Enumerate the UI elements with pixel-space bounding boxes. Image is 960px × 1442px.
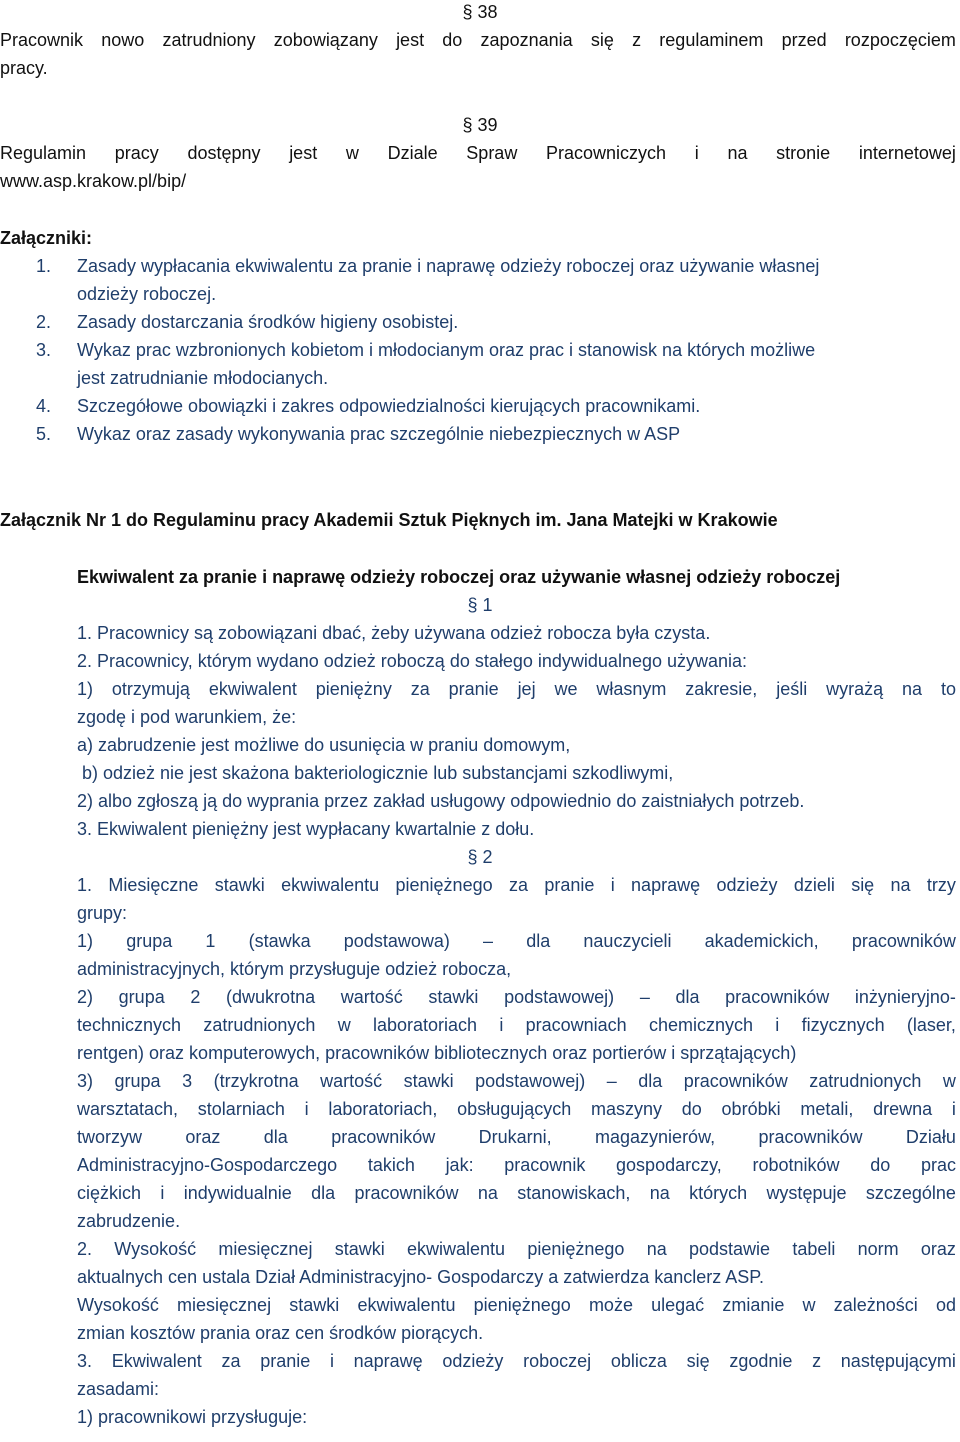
- attachment-item-3-line-2: jest zatrudnianie młodocianych.: [77, 368, 329, 388]
- attachment-number: 2.: [36, 312, 52, 332]
- word: na: [727, 143, 748, 163]
- attachment-number: 3.: [36, 340, 52, 360]
- word: podstawowa): [343, 931, 450, 951]
- body-line: zmian kosztów prania oraz cen środków piorących.: [77, 1323, 484, 1343]
- word: i: [610, 875, 615, 895]
- word: 3.: [77, 1351, 93, 1371]
- word: akademickich,: [704, 931, 819, 951]
- word: 2: [190, 987, 201, 1007]
- word: stawki: [289, 1295, 340, 1315]
- word: i: [694, 143, 699, 163]
- word: trzy: [926, 875, 956, 895]
- word: (dwukrotna: [226, 987, 316, 1007]
- word: za: [508, 875, 528, 895]
- word: podstawowej): [504, 987, 615, 1007]
- body-line: [77, 1067, 956, 1095]
- word: dla: [311, 1183, 336, 1203]
- body-line: zabrudzenie.: [77, 1211, 181, 1231]
- word: pieniężnego: [527, 1239, 625, 1259]
- word: pracy: [114, 143, 159, 163]
- word: to: [940, 679, 956, 699]
- word: laboratoriach,: [328, 1099, 438, 1119]
- section-38-heading: § 38: [462, 2, 498, 22]
- word: 3): [77, 1071, 94, 1091]
- word: grupa: [114, 1071, 161, 1091]
- word: pieniężnego: [473, 1295, 571, 1315]
- word: ekwiwalent: [208, 679, 297, 699]
- word: oraz: [185, 1127, 221, 1147]
- word: naprawę: [353, 1351, 423, 1371]
- word: stawki: [334, 1239, 385, 1259]
- word: jest: [289, 143, 318, 163]
- word: i: [499, 1015, 504, 1035]
- body-line: [77, 1291, 956, 1319]
- word: występuje: [766, 1183, 847, 1203]
- body-line: 2) albo zgłoszą ją do wyprania przez zakład usługowy odpowiednio do zaistniałych potrzeb.: [77, 791, 805, 811]
- word: ciężkich: [77, 1183, 142, 1203]
- word: Dziale: [387, 143, 438, 163]
- word: rozpoczęciem: [844, 30, 956, 50]
- word: Spraw: [466, 143, 518, 163]
- word: laboratoriach: [372, 1015, 478, 1035]
- word: ekwiwalentu: [407, 1239, 506, 1259]
- body-line: [77, 675, 956, 703]
- word: własnym: [596, 679, 667, 699]
- word: miesięcznej: [177, 1295, 272, 1315]
- word: norm: [857, 1239, 899, 1259]
- word: inżynieryjno-: [854, 987, 956, 1007]
- word: stronie: [776, 143, 831, 163]
- para-38-line-2: pracy.: [0, 58, 48, 78]
- word: i: [951, 1099, 956, 1119]
- word: warsztatach,: [77, 1099, 179, 1119]
- word: dostępny: [187, 143, 261, 163]
- word: w: [337, 1015, 351, 1035]
- body-line: 1) pracownikowi przysługuje:: [77, 1407, 308, 1427]
- para-39-line-2: www.asp.krakow.pl/bip/: [0, 171, 187, 191]
- word: roboczej: [523, 1351, 592, 1371]
- word: pracowników: [354, 1183, 459, 1203]
- word: zakresie,: [685, 679, 758, 699]
- word: chemicznych: [648, 1015, 753, 1035]
- word: pracowników: [851, 931, 956, 951]
- word: nauczycieli: [583, 931, 672, 951]
- body-line: [77, 983, 956, 1011]
- word: nowo: [101, 30, 145, 50]
- word: ulegać: [651, 1295, 705, 1315]
- word: stanowiskach,: [517, 1183, 631, 1203]
- word: zależności: [833, 1295, 918, 1315]
- word: maszyny: [591, 1099, 663, 1119]
- word: ekwiwalentu: [281, 875, 380, 895]
- body-line: [77, 1123, 956, 1151]
- word: się: [686, 1351, 710, 1371]
- word: robotników: [752, 1155, 840, 1175]
- word: Wysokość: [114, 1239, 197, 1259]
- body-line: [77, 1151, 956, 1179]
- word: 3: [182, 1071, 193, 1091]
- body-line: [77, 1095, 956, 1123]
- word: wartość: [340, 987, 403, 1007]
- word: pracowniach: [525, 1015, 627, 1035]
- attachment-item-5-line-1: Wykaz oraz zasady wykonywania prac szczególnie niebezpiecznych w ASP: [77, 424, 681, 444]
- word: 1): [77, 679, 94, 699]
- word: od: [935, 1295, 956, 1315]
- word: dla: [263, 1127, 288, 1147]
- word: 1): [77, 931, 94, 951]
- word: pranie: [544, 875, 595, 895]
- word: grupa: [118, 987, 165, 1007]
- body-line: [77, 871, 956, 899]
- annex-title: Załącznik Nr 1 do Regulaminu pracy Akademii Sztuk Pięknych im. Jana Matejki w Krakowie: [0, 510, 778, 530]
- word: z: [812, 1351, 822, 1371]
- word: –: [483, 931, 494, 951]
- word: stolarniach: [197, 1099, 285, 1119]
- word: pranie: [260, 1351, 311, 1371]
- word: dla: [526, 931, 551, 951]
- word: zatrudnionych: [809, 1071, 922, 1091]
- word: –: [639, 987, 650, 1007]
- word: i: [775, 1015, 780, 1035]
- word: pracowników: [331, 1127, 436, 1147]
- word: stawki: [428, 987, 479, 1007]
- word: w: [802, 1295, 816, 1315]
- word: ekwiwalentu: [357, 1295, 456, 1315]
- attachment-number: 4.: [36, 396, 52, 416]
- word: Działu: [905, 1127, 956, 1147]
- word: jest: [396, 30, 425, 50]
- word: 2.: [77, 1239, 93, 1259]
- word: dla: [638, 1071, 663, 1091]
- word: Miesięczne: [108, 875, 199, 895]
- word: pieniężny: [315, 679, 392, 699]
- word: miesięcznej: [218, 1239, 313, 1259]
- word: w: [942, 1071, 956, 1091]
- body-line: rentgen) oraz komputerowych, pracowników bibliotecznych oraz portierów i sprzątających): [77, 1043, 797, 1063]
- word: na: [646, 1239, 667, 1259]
- word: wartość: [320, 1071, 383, 1091]
- word: może: [588, 1295, 633, 1315]
- word: na: [902, 679, 923, 699]
- section-1-heading: § 1: [467, 595, 493, 615]
- word: pracownik: [504, 1155, 586, 1175]
- word: zmianie: [722, 1295, 785, 1315]
- word: Administracyjno-Gospodarczego: [77, 1155, 338, 1175]
- word: naprawę: [631, 875, 701, 895]
- word: Pracowniczych: [546, 143, 667, 163]
- attachment-item-1-line-2: odzieży roboczej.: [77, 284, 217, 304]
- body-line: zgodę i pod warunkiem, że:: [77, 707, 297, 727]
- section-39-heading: § 39: [462, 115, 498, 135]
- attachment-number: 1.: [36, 256, 52, 276]
- word: za: [221, 1351, 241, 1371]
- word: stawki: [214, 875, 265, 895]
- word: następującymi: [840, 1351, 956, 1371]
- attachment-item-1-line-1: Zasady wypłacania ekwiwalentu za pranie i naprawę odzieży roboczej oraz używanie własnej: [77, 256, 820, 276]
- word: pracowników: [758, 1127, 863, 1147]
- word: magazynierów,: [595, 1127, 716, 1147]
- word: (trzykrotna: [213, 1071, 299, 1091]
- word: na: [477, 1183, 498, 1203]
- word: we: [554, 679, 578, 699]
- word: fizycznych: [801, 1015, 885, 1035]
- word: podstawowej): [475, 1071, 586, 1091]
- annex-subtitle: Ekwiwalent za pranie i naprawę odzieży roboczej oraz używanie własnej odzieży roboczej: [77, 567, 841, 587]
- word: odzieży: [716, 875, 778, 895]
- word: i: [160, 1183, 165, 1203]
- word: w: [345, 143, 359, 163]
- body-line: 3. Ekwiwalent pieniężny jest wypłacany kwartalnie z dołu.: [77, 819, 535, 839]
- body-line: zasadami:: [77, 1379, 160, 1399]
- word: dla: [675, 987, 700, 1007]
- body-line: [77, 1179, 956, 1207]
- word: grupa: [126, 931, 173, 951]
- word: drewna: [873, 1099, 933, 1119]
- section-2-heading: § 2: [467, 847, 493, 867]
- word: do: [870, 1155, 891, 1175]
- word: gospodarczy,: [616, 1155, 722, 1175]
- word: Regulamin: [0, 143, 87, 163]
- word: z: [632, 30, 642, 50]
- word: i: [329, 1351, 334, 1371]
- para-39-line-1: [0, 139, 956, 167]
- word: jeśli: [776, 679, 808, 699]
- word: podstawie: [688, 1239, 771, 1259]
- word: technicznych: [77, 1015, 182, 1035]
- word: 1.: [77, 875, 93, 895]
- word: internetowej: [858, 143, 956, 163]
- attachment-number: 5.: [36, 424, 52, 444]
- body-line: grupy:: [77, 903, 128, 923]
- word: pracowników: [725, 987, 830, 1007]
- word: stawki: [403, 1071, 454, 1091]
- word: do: [442, 30, 463, 50]
- body-line: b) odzież nie jest skażona bakteriologicznie lub substancjami szkodliwymi,: [77, 763, 674, 783]
- word: się: [590, 30, 614, 50]
- word: zgodnie: [729, 1351, 793, 1371]
- body-line: 2. Pracownicy, którym wydano odzież roboczą do stałego indywidualnego używania:: [77, 651, 748, 671]
- word: odzieży: [442, 1351, 504, 1371]
- word: oblicza: [610, 1351, 667, 1371]
- body-line: administracyjnych, którym przysługuje odzież robocza,: [77, 959, 512, 979]
- word: metali,: [800, 1099, 854, 1119]
- body-line: [77, 1235, 956, 1263]
- attachments-heading: Załączniki:: [0, 228, 93, 248]
- word: (laser,: [906, 1015, 956, 1035]
- word: jej: [517, 679, 536, 699]
- word: (stawka: [248, 931, 311, 951]
- body-line: [77, 1347, 956, 1375]
- word: Wysokość: [77, 1295, 159, 1315]
- word: zatrudnionych: [203, 1015, 316, 1035]
- word: których: [689, 1183, 748, 1203]
- word: indywidualnie: [183, 1183, 292, 1203]
- word: szczególne: [865, 1183, 956, 1203]
- word: wyrażą: [826, 679, 884, 699]
- word: zapoznania: [480, 30, 573, 50]
- word: jak:: [445, 1155, 474, 1175]
- word: na: [890, 875, 911, 895]
- word: otrzymują: [111, 679, 190, 699]
- word: pracowników: [683, 1071, 788, 1091]
- word: Ekwiwalent: [111, 1351, 202, 1371]
- word: i: [304, 1099, 309, 1119]
- body-line: 1. Pracownicy są zobowiązani dbać, żeby używana odzież robocza była czysta.: [77, 623, 711, 643]
- word: 2): [77, 987, 94, 1007]
- word: Drukarni,: [478, 1127, 552, 1147]
- word: tabeli: [792, 1239, 836, 1259]
- word: na: [649, 1183, 670, 1203]
- word: prac: [920, 1155, 956, 1175]
- word: –: [606, 1071, 617, 1091]
- attachment-item-3-line-1: Wykaz prac wzbronionych kobietom i młodocianym oraz prac i stanowisk na których możliwe: [77, 340, 816, 360]
- body-line: aktualnych cen ustala Dział Administracyjno- Gospodarczy a zatwierdza kanclerz ASP.: [77, 1267, 764, 1287]
- attachment-item-2-line-1: Zasady dostarczania środków higieny osobistej.: [77, 312, 459, 332]
- word: takich: [367, 1155, 415, 1175]
- para-38-line-1: [0, 26, 956, 54]
- body-line: a) zabrudzenie jest możliwe do usunięcia w praniu domowym,: [77, 735, 571, 755]
- word: pranie: [448, 679, 499, 699]
- word: 1: [205, 931, 216, 951]
- word: pieniężnego: [395, 875, 493, 895]
- word: się: [851, 875, 875, 895]
- attachment-item-4-line-1: Szczegółowe obowiązki i zakres odpowiedzialności kierujących pracownikami.: [77, 396, 701, 416]
- word: za: [410, 679, 430, 699]
- word: obsługujących: [457, 1099, 572, 1119]
- body-line: [77, 1011, 956, 1039]
- word: zobowiązany: [273, 30, 378, 50]
- word: oraz: [920, 1239, 956, 1259]
- word: dzieli: [793, 875, 835, 895]
- body-line: [77, 927, 956, 955]
- word: do: [681, 1099, 702, 1119]
- word: obróbki: [721, 1099, 781, 1119]
- word: Pracownik: [0, 30, 84, 50]
- word: regulaminem: [659, 30, 764, 50]
- word: tworzyw: [77, 1127, 143, 1147]
- word: przed: [781, 30, 827, 50]
- word: zatrudniony: [162, 30, 256, 50]
